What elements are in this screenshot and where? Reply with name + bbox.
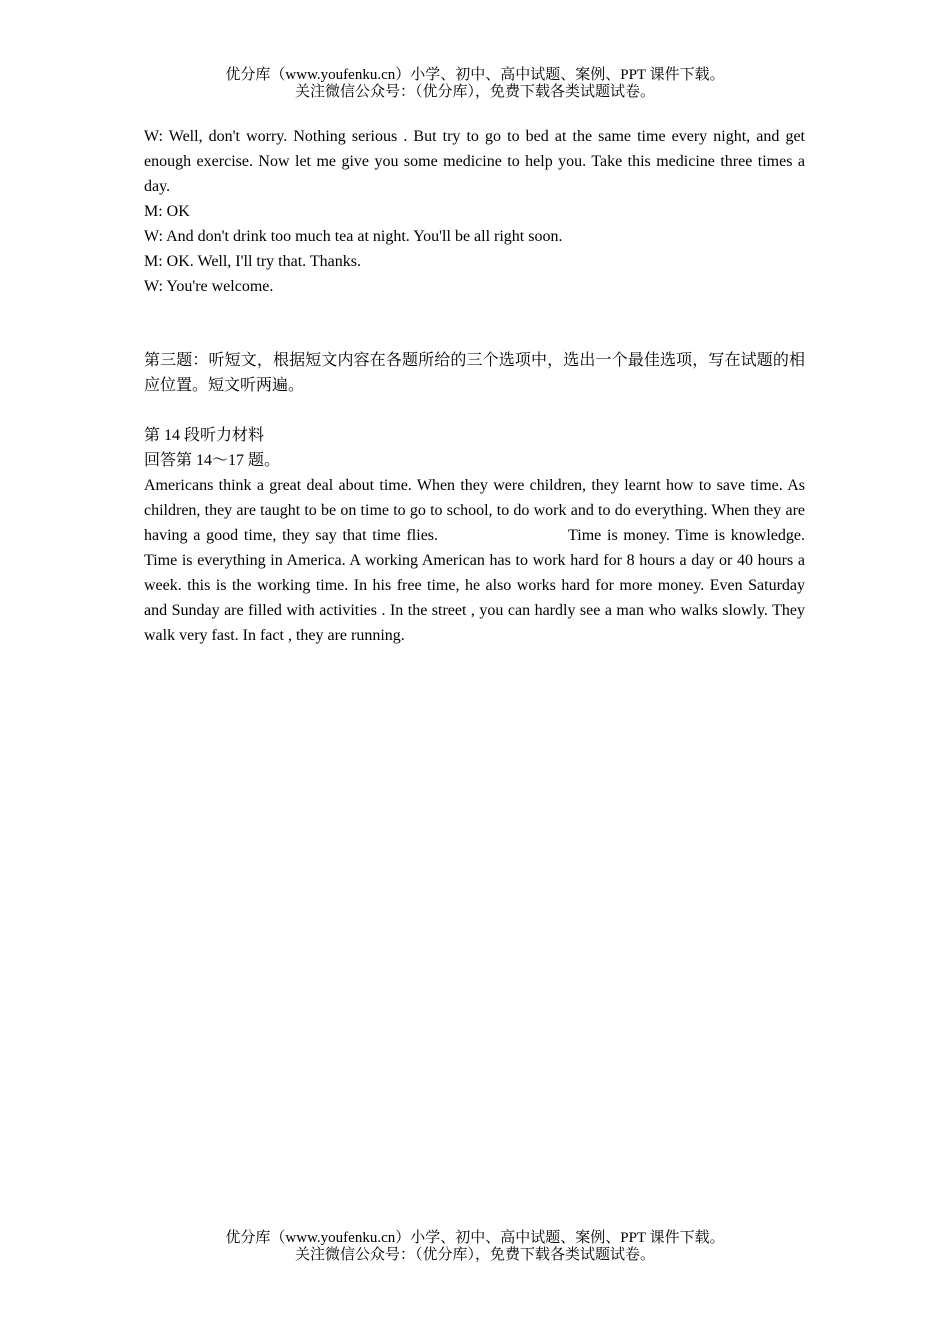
page-header — [0, 67, 950, 101]
header-line-1: 优分库（www.youfenku.cn）小学、初中、高中试题、案例、PPT 课件下载。 — [225, 67, 725, 83]
document-body — [144, 124, 805, 648]
dialogue-line: M: OK. Well, I'll try that. Thanks. — [144, 253, 361, 270]
listening-passage — [144, 473, 805, 648]
section-instruction: 第三题：听短文，根据短文内容在各题所给的三个选项中，选出一个最佳选项，写在试题的相应位置。短文听两遍。 — [144, 352, 805, 394]
passage-part-2: Time is money. Time is knowledge. Time is everything in America. A working American has to work hard for 8 hours a day or 40 hours a week. this is the working time. In his free time, he also works hard for more money. Even Saturday and Sunday are filled with activities . In the street , you can hardly see a man who walks slowly. They walk very fast. In fact , they are running. — [144, 527, 806, 644]
footer-line-1: 优分库（www.youfenku.cn）小学、初中、高中试题、案例、PPT 课件下载。 — [225, 1230, 725, 1246]
dialogue-line: W: And don't drink too much tea at night. You'll be all right soon. — [144, 228, 563, 245]
dialogue-line: W: You're welcome. — [144, 278, 274, 295]
spacer — [144, 398, 805, 423]
spacer — [144, 299, 805, 348]
passage-part-1: Americans think a great deal about time. When they were children, they learnt how to save time. As children, they are taught to be on time to go to school, to do work and to do everything. When they are having a good time, they say that time flies. — [144, 477, 805, 544]
page-footer — [0, 1230, 950, 1264]
material-title: 第 14 段听力材料 — [144, 427, 265, 444]
header-line-2: 关注微信公众号：（优分库），免费下载各类试题试卷。 — [294, 84, 655, 100]
footer-line-2: 关注微信公众号：（优分库），免费下载各类试题试卷。 — [294, 1247, 655, 1263]
dialogue-line: W: Well, don't worry. Nothing serious . But try to go to bed at the same time every night, and get enough exercise. Now let me give you some medicine to help you. Take this medicine three times a day. — [144, 128, 805, 195]
questions-range: 回答第 14～17 题。 — [144, 452, 281, 469]
dialogue-line: M: OK — [144, 203, 190, 220]
